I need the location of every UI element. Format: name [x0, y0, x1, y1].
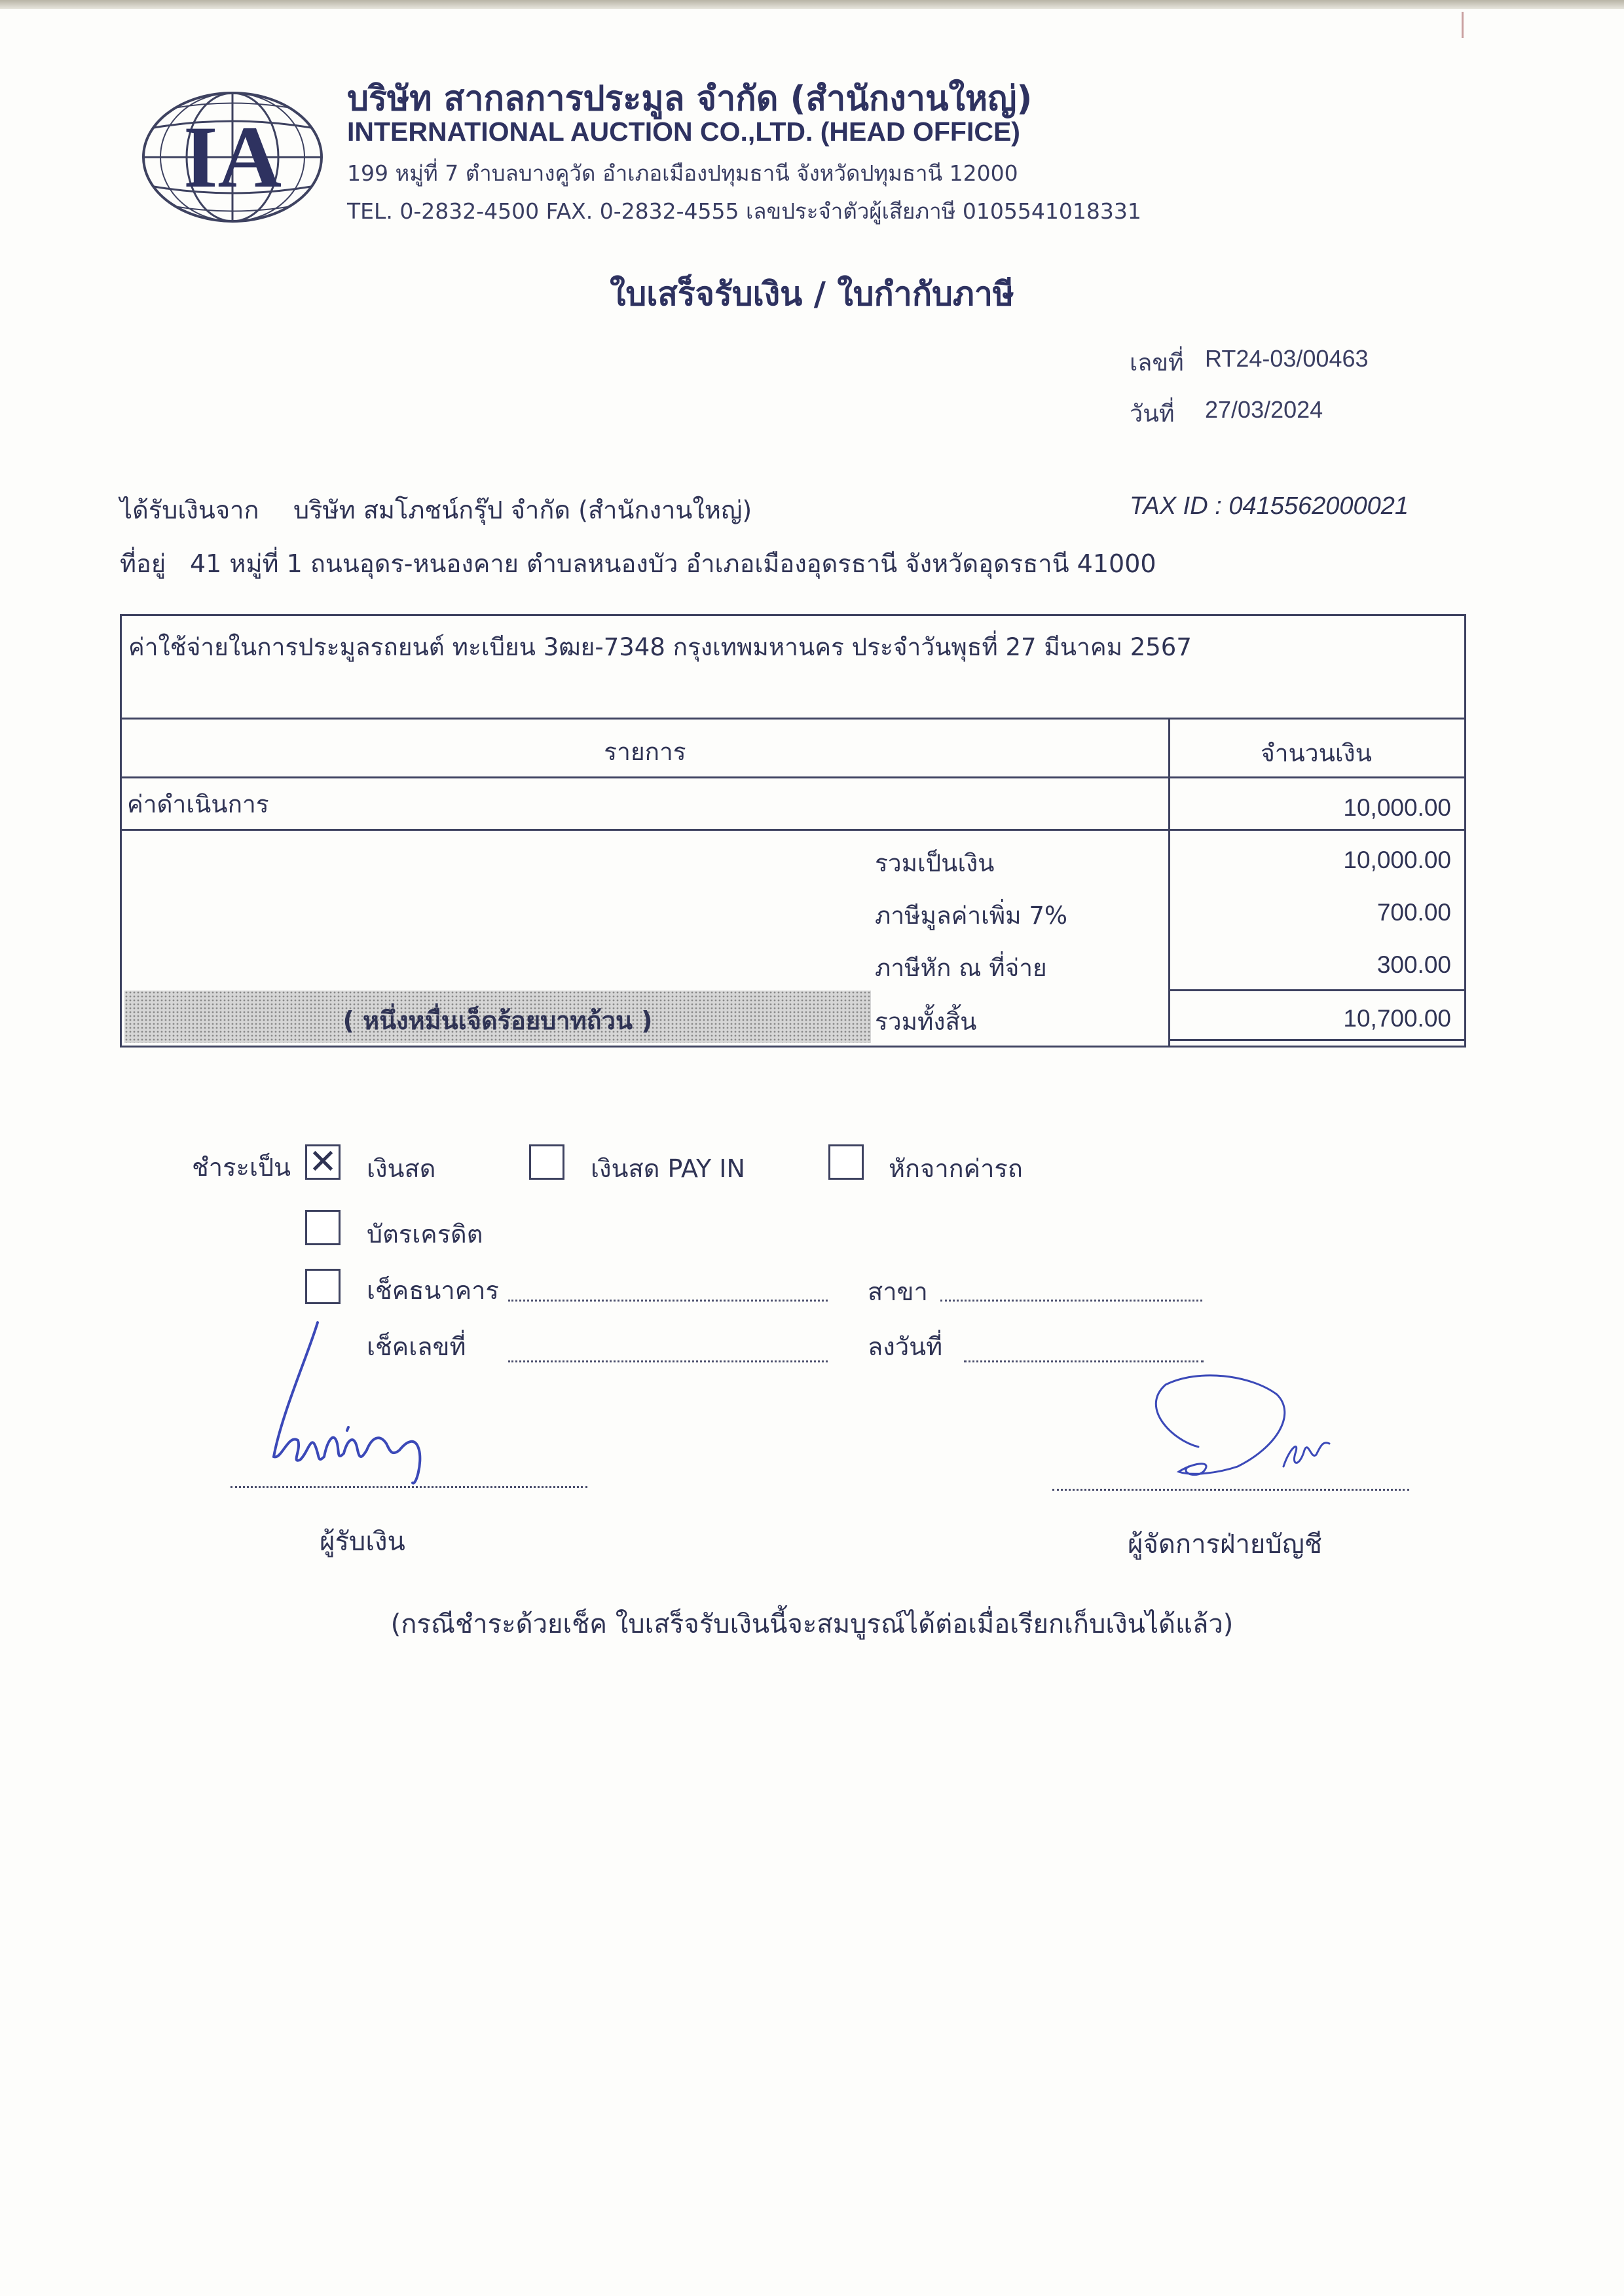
divider — [1168, 1039, 1464, 1041]
company-name-english: INTERNATIONAL AUCTION CO.,LTD. (HEAD OFFICE) — [347, 117, 1020, 147]
withholding-tax-label: ภาษีหัก ณ ที่จ่าย — [875, 954, 1047, 982]
column-header-item: รายการ — [604, 738, 686, 766]
bank-cheque-label: เช็คธนาคาร — [367, 1276, 499, 1305]
logo-lettering: IA — [183, 109, 282, 206]
divider — [122, 829, 1464, 831]
receipt-table — [120, 614, 1466, 1048]
branch-field[interactable] — [940, 1300, 1202, 1302]
doc-date: 27/03/2024 — [1205, 396, 1323, 423]
dated-field[interactable] — [964, 1360, 1204, 1362]
pay-by-label: ชำระเป็น — [192, 1153, 291, 1182]
vat-label: ภาษีมูลค่าเพิ่ม 7% — [875, 902, 1068, 930]
branch-label: สาขา — [868, 1277, 928, 1306]
document-title: ใบเสร็จรับเงิน / ใบกำกับภาษี — [610, 275, 1014, 313]
bank-cheque-field[interactable] — [508, 1300, 828, 1302]
doc-number: RT24-03/00463 — [1205, 345, 1369, 372]
received-from-label: ได้รับเงินจาก — [120, 496, 259, 524]
company-address: 199 หมู่ที่ 7 ตำบลบางคูวัด อำเภอเมืองปทุมธานี จังหวัดปทุมธานี 12000 — [347, 160, 1018, 186]
company-logo — [141, 88, 324, 226]
receiver-signature — [262, 1316, 471, 1486]
cash-label: เงินสด — [367, 1154, 436, 1183]
cash-payin-checkbox[interactable] — [529, 1144, 564, 1180]
dated-label: ลงวันที่ — [868, 1332, 943, 1361]
column-header-amount: จำนวนเงิน — [1261, 739, 1372, 767]
receiver-signature-line — [231, 1486, 587, 1488]
customer-tax-id: TAX ID : 0415562000021 — [1130, 492, 1409, 520]
grand-total-amount: 10,700.00 — [1343, 1005, 1451, 1032]
cash-checkbox[interactable] — [305, 1144, 341, 1180]
accounting-manager-label: ผู้จัดการฝ่ายบัญชี — [1128, 1529, 1322, 1559]
receiver-label: ผู้รับเงิน — [320, 1527, 405, 1557]
doc-number-label: เลขที่ — [1130, 350, 1184, 376]
manager-signature-line — [1052, 1489, 1409, 1491]
customer-name: บริษัท สมโภชน์กรุ๊ป จำกัด (สำนักงานใหญ่) — [293, 496, 752, 524]
scan-top-edge — [0, 0, 1624, 9]
cash-payin-label: เงินสด PAY IN — [591, 1154, 745, 1183]
checked-x-icon: ✕ — [308, 1142, 337, 1182]
credit-card-label: บัตรเครดิต — [367, 1220, 483, 1248]
bank-cheque-checkbox[interactable] — [305, 1269, 341, 1304]
line-item-amount: 10,000.00 — [1343, 794, 1451, 821]
line-item-name: ค่าดำเนินการ — [127, 790, 269, 818]
table-description: ค่าใช้จ่ายในการประมูลรถยนต์ ทะเบียน 3ฒย-7348 กรุงเทพมหานคร ประจำวันพุธที่ 27 มีนาคม 2567 — [128, 633, 1192, 661]
manager-signature — [1126, 1368, 1362, 1486]
doc-date-label: วันที่ — [1130, 401, 1175, 428]
withholding-tax-amount: 300.00 — [1376, 951, 1451, 978]
company-name-thai: บริษัท สากลการประมูล จำกัด (สำนักงานใหญ่) — [347, 79, 1033, 118]
amount-in-words: ( หนึ่งหมื่นเจ็ดร้อยบาทถ้วน ) — [342, 1006, 653, 1035]
address-label: ที่อยู่ — [120, 549, 166, 578]
company-contact: TEL. 0-2832-4500 FAX. 0-2832-4555 เลขประจำตัวผู้เสียภาษี 0105541018331 — [347, 198, 1141, 224]
divider — [122, 718, 1464, 720]
deduct-from-car-label: หักจากค่ารถ — [889, 1154, 1023, 1183]
customer-address: 41 หมู่ที่ 1 ถนนอุดร-หนองคาย ตำบลหนองบัว อำเภอเมืองอุดรธานี จังหวัดอุดรธานี 41000 — [190, 549, 1156, 578]
footer-note: (กรณีชำระด้วยเช็ค ใบเสร็จรับเงินนี้จะสมบูรณ์ได้ต่อเมื่อเรียกเก็บเงินได้แล้ว) — [390, 1609, 1234, 1639]
cheque-number-field[interactable] — [508, 1360, 828, 1362]
divider — [1168, 989, 1464, 991]
amount-in-words-box — [124, 991, 871, 1043]
scan-edge-mark — [1462, 12, 1464, 38]
divider — [122, 776, 1464, 778]
cheque-number-label: เช็คเลขที่ — [367, 1332, 466, 1361]
grand-total-label: รวมทั้งสิ้น — [875, 1008, 977, 1036]
deduct-from-car-checkbox[interactable] — [828, 1144, 864, 1180]
vat-amount: 700.00 — [1376, 899, 1451, 926]
subtotal-amount: 10,000.00 — [1343, 847, 1451, 873]
subtotal-label: รวมเป็นเงิน — [875, 849, 995, 877]
credit-card-checkbox[interactable] — [305, 1210, 341, 1245]
